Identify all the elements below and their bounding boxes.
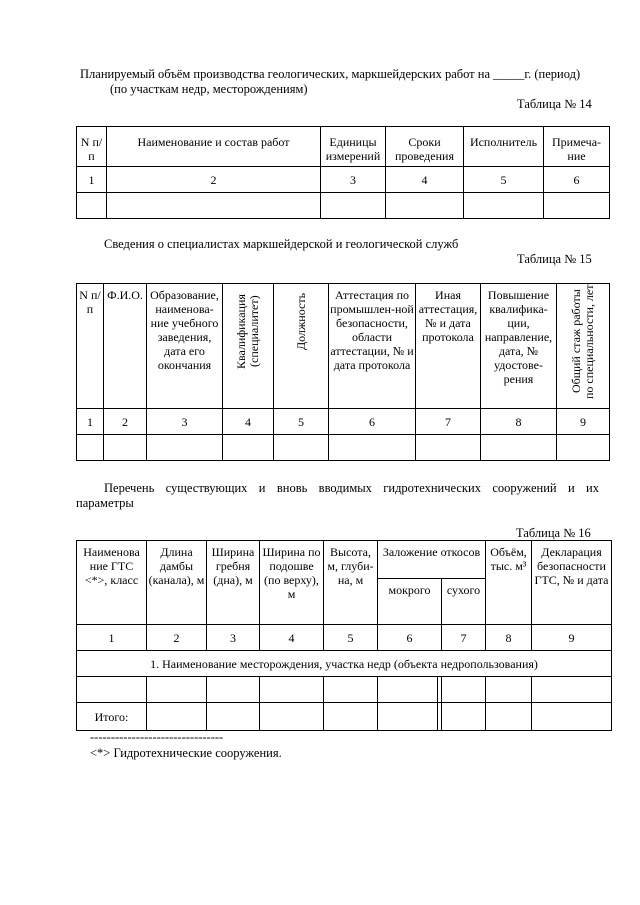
t16-header-crest: Ширина гребня (дна), м [207,541,260,625]
t15-col-number: 5 [274,409,329,435]
t15-header-num: N п/п [77,284,104,409]
t14-heading-line2: (по участкам недр, месторождениям) [110,82,308,96]
t16-header-length: Длина дамбы (канала), м [147,541,207,625]
t15-header-training: Повышение квалифика-ции, направление, дата, № удостове-рения [481,284,557,409]
t15-header-qualification: Квалификация (специалитет) [223,284,274,409]
t16-header-volume: Объём, тыс. м³ [486,541,532,625]
t16-col-number: 3 [207,625,260,651]
t16-section-row: 1. Наименование месторождения, участка недр (объекта недропользования) [77,651,612,677]
t15-table-label: Таблица № 15 [517,252,592,266]
t15-col-number: 1 [77,409,104,435]
t15-heading: Сведения о специалистах маркшейдерской и геологической служб [104,237,459,251]
table-row [77,677,612,703]
t16-header-height: Высота, м, глуби-на, м [324,541,378,625]
t15-col-number: 7 [416,409,481,435]
table-16 [76,540,612,731]
t15-header-education: Образование, наименова-ние учебного заведения, дата его окончания [147,284,223,409]
table-row [77,193,610,219]
t16-total-label: Итого: [77,703,147,731]
t16-col-number: 1 [77,625,147,651]
t16-heading-line2: параметры [76,496,134,510]
t16-header-base: Ширина по подошве (по верху), м [260,541,324,625]
t15-header-fio: Ф.И.О. [104,284,147,409]
t14-header-name: Наименование и состав работ [107,127,321,167]
t15-header-experience: Общий стаж работы по специальности, лет [557,284,610,409]
t16-col-number: 5 [324,625,378,651]
t16-header-wet: мокрого [378,579,442,625]
footnote-rule: -------------------------------- [90,730,224,744]
t15-header-attestation: Аттестация по промышлен-ной безопасности, области аттестации, № и дата протокола [329,284,416,409]
t15-col-number: 6 [329,409,416,435]
t15-col-number: 4 [223,409,274,435]
t14-col-number: 2 [107,167,321,193]
t16-header-name: Наименова ние ГТС <*>, класс [77,541,147,625]
t14-col-number: 3 [321,167,386,193]
t16-header-dry: сухого [442,579,486,625]
footnote-text: <*> Гидротехнические сооружения. [90,746,282,760]
t16-header-declaration: Декларация безопасности ГТС, № и дата [532,541,612,625]
t15-header-other-attestation: Иная аттестация, № и дата протокола [416,284,481,409]
t15-col-number: 3 [147,409,223,435]
t14-header-terms: Сроки проведения [386,127,464,167]
t14-header-executor: Исполнитель [464,127,544,167]
t14-col-number: 1 [77,167,107,193]
t15-col-number: 8 [481,409,557,435]
t14-heading-line1: Планируемый объём производства геологических, маркшейдерских работ на _____г. (период) [80,67,581,81]
t16-col-number: 8 [486,625,532,651]
table-14 [76,126,610,219]
t16-col-number: 9 [532,625,612,651]
t16-col-number: 4 [260,625,324,651]
t15-header-position: Должность [274,284,329,409]
t14-header-num: N п/п [77,127,107,167]
t16-heading-line1: Перечень существующих и вновь вводимых гидротехнических сооружений и их [104,481,599,495]
t16-col-number: 2 [147,625,207,651]
t14-table-label: Таблица № 14 [517,97,592,111]
table-15 [76,283,610,461]
t14-col-number: 5 [464,167,544,193]
t15-col-number: 2 [104,409,147,435]
t16-col-number: 6 [378,625,442,651]
t16-col-number: 7 [442,625,486,651]
t16-total-row [77,703,612,731]
table-row [77,435,610,461]
t14-header-units: Единицы измерений [321,127,386,167]
t15-col-number: 9 [557,409,610,435]
t14-col-number: 6 [544,167,610,193]
t14-header-note: Примеча-ние [544,127,610,167]
t14-col-number: 4 [386,167,464,193]
t16-header-slopes: Заложение откосов [378,541,486,579]
t16-table-label: Таблица № 16 [516,526,591,540]
